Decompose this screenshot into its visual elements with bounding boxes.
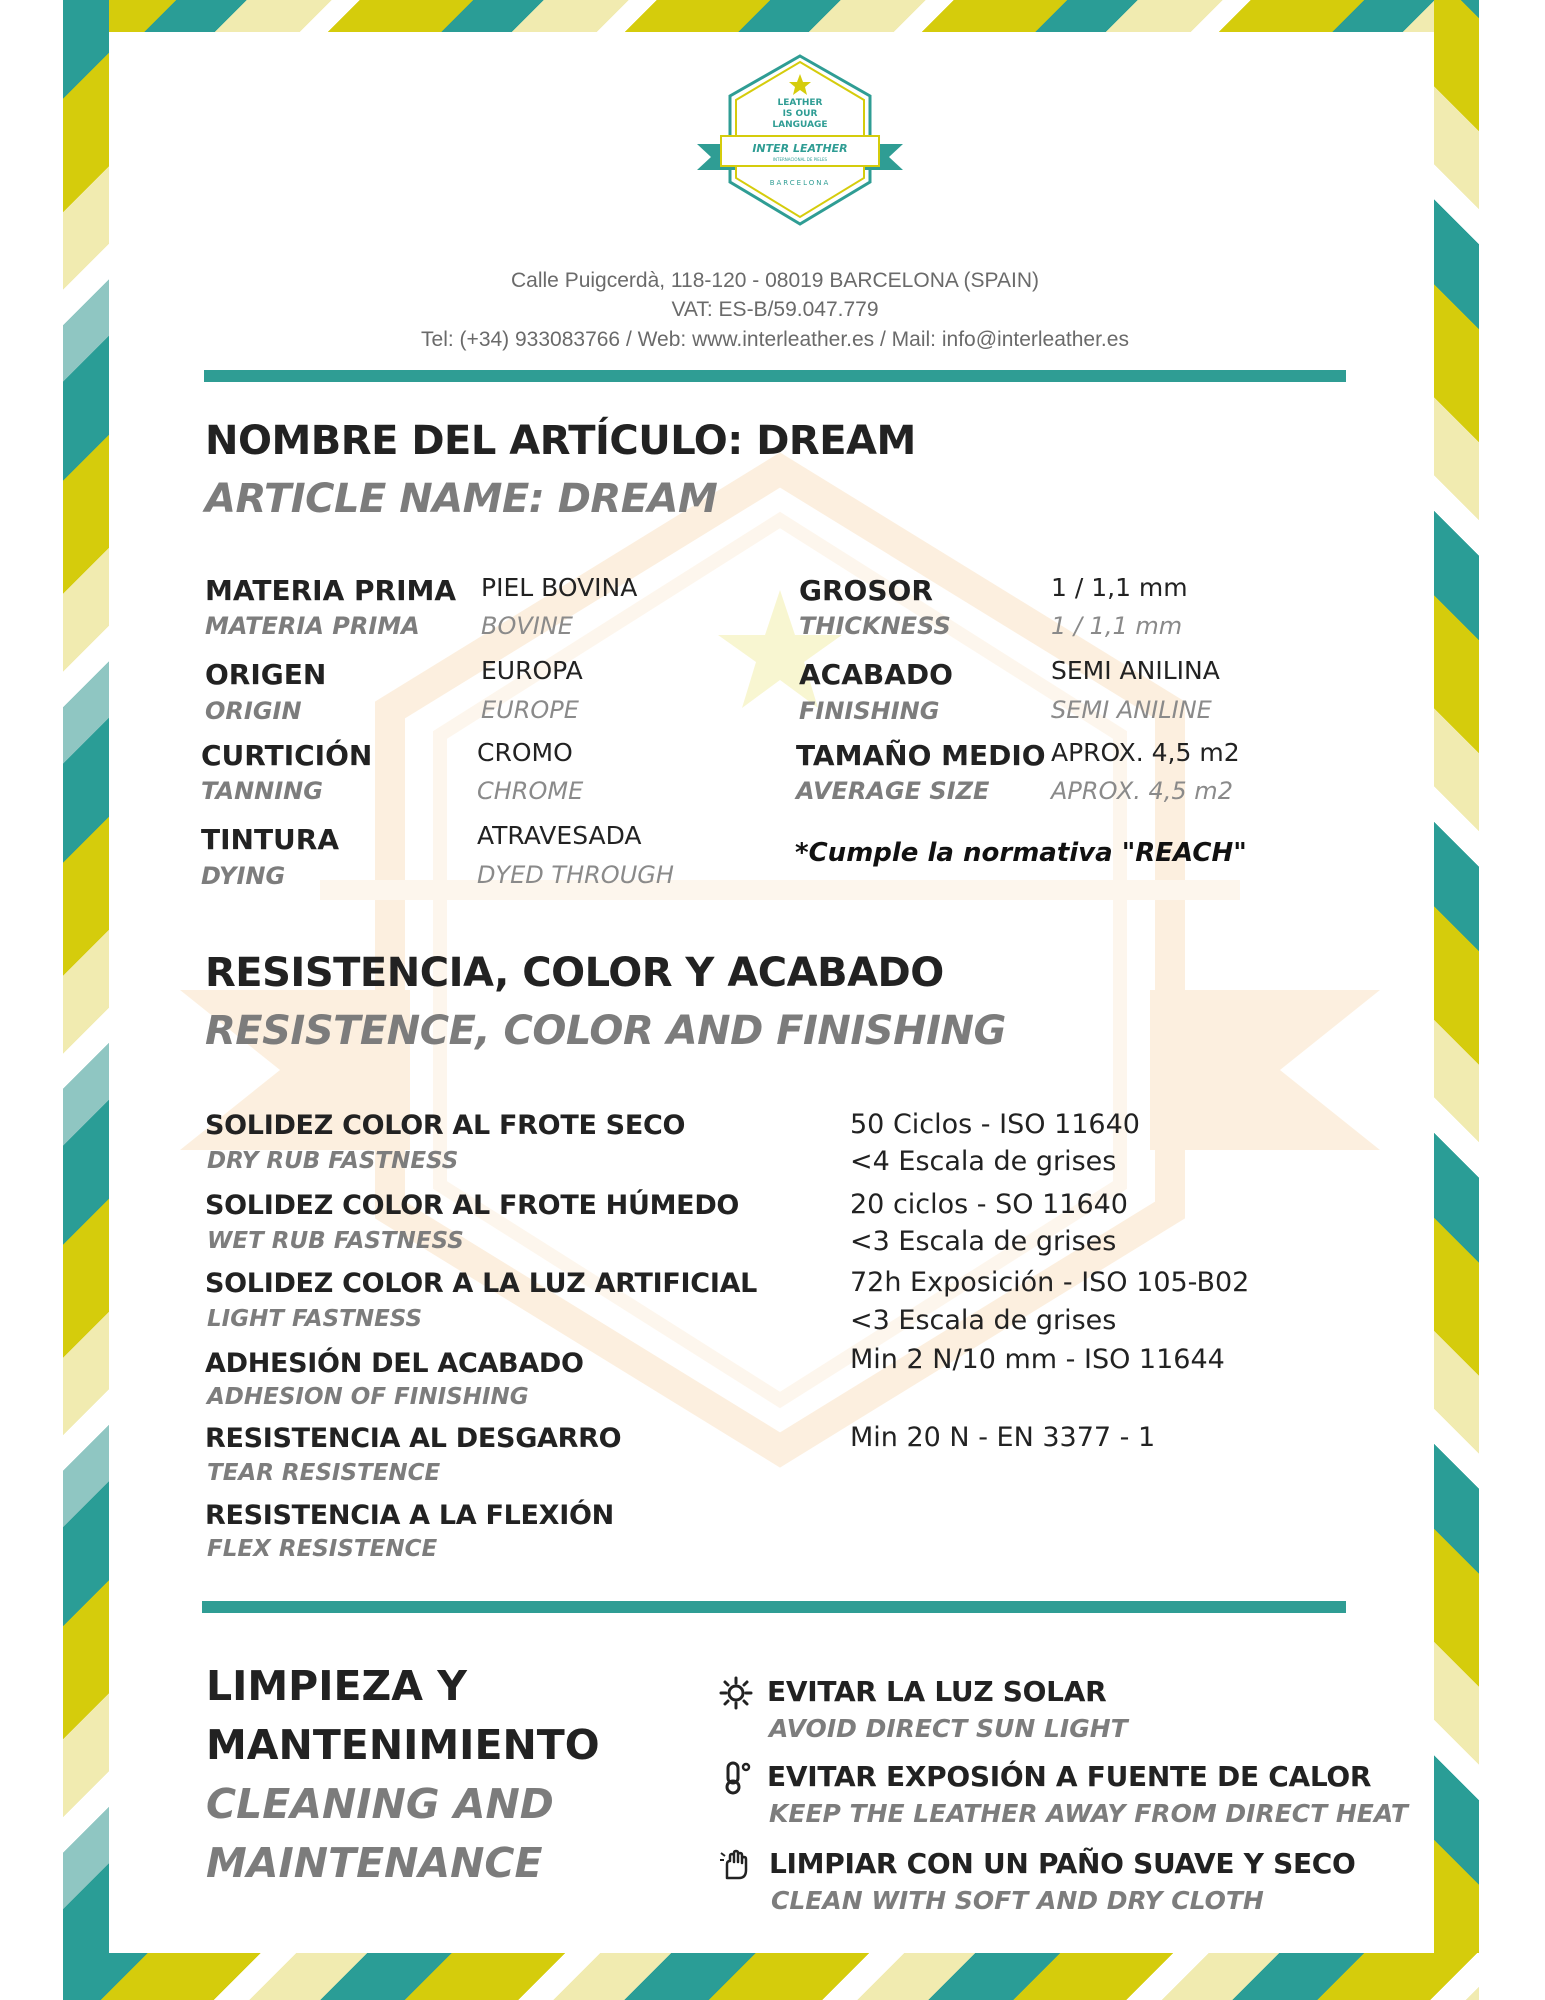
care-title-es-line2: MANTENIMIENTO: [206, 1721, 600, 1769]
care-title-es-line1: LIMPIEZA Y: [206, 1662, 467, 1710]
spec-label-en: THICKNESS: [799, 612, 951, 640]
resistance-label-es: SOLIDEZ COLOR A LA LUZ ARTIFICIAL: [205, 1268, 758, 1299]
resistance-label-en: DRY RUB FASTNESS: [207, 1148, 459, 1174]
resistance-label-es: ADHESIÓN DEL ACABADO: [205, 1348, 584, 1379]
resistance-label-en: ADHESION OF FINISHING: [207, 1384, 529, 1410]
spec-label-es: ORIGEN: [205, 658, 327, 691]
resistance-title-en: RESISTENCE, COLOR AND FINISHING: [205, 1008, 1006, 1054]
spec-value-en: APROX. 4,5 m2: [1051, 777, 1233, 805]
resistance-label-en: LIGHT FASTNESS: [207, 1306, 423, 1332]
decorative-border-right: [1434, 0, 1479, 1953]
spec-value-es: SEMI ANILINA: [1051, 656, 1220, 685]
spec-value-es: 1 / 1,1 mm: [1051, 573, 1188, 602]
resistance-value-secondary: <3 Escala de grises: [850, 1305, 1117, 1336]
care-title-en-line1: CLEANING AND: [206, 1780, 554, 1828]
spec-label-es: ACABADO: [799, 658, 953, 691]
spec-label-es: TINTURA: [201, 823, 340, 856]
spec-label-es: GROSOR: [799, 574, 933, 607]
spec-value-en: EUROPE: [481, 696, 579, 724]
sun-icon: [719, 1676, 753, 1710]
care-item-label-es: EVITAR EXPOSIÓN A FUENTE DE CALOR: [767, 1760, 1372, 1793]
resistance-label-es: RESISTENCIA AL DESGARRO: [205, 1423, 622, 1454]
spec-value-en: 1 / 1,1 mm: [1051, 612, 1183, 640]
spec-value-es: CROMO: [477, 738, 573, 767]
spec-value-es: APROX. 4,5 m2: [1051, 738, 1240, 767]
logo-brand-name: INTER LEATHER: [752, 142, 848, 155]
spec-label-en: FINISHING: [799, 697, 940, 725]
spec-label-es: CURTICIÓN: [201, 739, 373, 772]
resistance-label-es: SOLIDEZ COLOR AL FROTE HÚMEDO: [205, 1190, 740, 1221]
article-title-en: ARTICLE NAME: DREAM: [205, 476, 718, 522]
spec-value-es: ATRAVESADA: [477, 821, 642, 850]
spec-label-es: TAMAÑO MEDIO: [796, 739, 1046, 772]
care-item-label-en: CLEAN WITH SOFT AND DRY CLOTH: [771, 1886, 1264, 1915]
divider-top: [204, 370, 1346, 382]
resistance-label-en: WET RUB FASTNESS: [207, 1228, 464, 1254]
thermometer-icon: [719, 1761, 753, 1795]
spec-label-en: TANNING: [201, 777, 323, 805]
logo-text-line3: LANGUAGE: [772, 120, 828, 130]
decorative-border-left: [63, 0, 109, 1953]
article-title-es: NOMBRE DEL ARTÍCULO: DREAM: [205, 418, 916, 464]
spec-label-en: DYING: [201, 862, 286, 890]
decorative-border-top: [63, 0, 1479, 32]
logo-text-line2: IS OUR: [782, 109, 818, 119]
resistance-value: 50 Ciclos - ISO 11640: [850, 1109, 1140, 1140]
interleather-logo: [695, 52, 905, 232]
resistance-value: Min 20 N - EN 3377 - 1: [850, 1422, 1156, 1453]
resistance-label-es: SOLIDEZ COLOR AL FROTE SECO: [205, 1110, 686, 1141]
resistance-value: 20 ciclos - SO 11640: [850, 1189, 1128, 1220]
care-item-label-es: EVITAR LA LUZ SOLAR: [767, 1675, 1107, 1708]
resistance-value-secondary: <4 Escala de grises: [850, 1146, 1117, 1177]
resistance-title-es: RESISTENCIA, COLOR Y ACABADO: [205, 950, 944, 996]
logo-text-line1: LEATHER: [777, 98, 823, 108]
divider-bottom: [202, 1601, 1346, 1613]
spec-value-en: SEMI ANILINE: [1051, 696, 1212, 724]
resistance-value: Min 2 N/10 mm - ISO 11644: [850, 1344, 1225, 1375]
spec-value-en: DYED THROUGH: [477, 861, 674, 889]
care-title-en-line2: MAINTENANCE: [206, 1839, 543, 1887]
decorative-border-bottom: [63, 1953, 1479, 2000]
spec-value-es: EUROPA: [481, 656, 583, 685]
spec-value-en: CHROME: [477, 777, 584, 805]
care-item-label-es: LIMPIAR CON UN PAÑO SUAVE Y SECO: [769, 1847, 1356, 1880]
resistance-value-secondary: <3 Escala de grises: [850, 1226, 1117, 1257]
reach-compliance-note: *Cumple la normativa "REACH": [795, 838, 1247, 868]
contact-vat: VAT: ES-B/59.047.779: [671, 298, 879, 321]
logo-city: BARCELONA: [769, 179, 831, 187]
spec-label-en: ORIGIN: [205, 697, 302, 725]
logo-tagline: INTERNACIONAL DE PIELES: [772, 157, 828, 162]
contact-address: Calle Puigcerdà, 118-120 - 08019 BARCELONA (SPAIN): [511, 269, 1039, 292]
spec-label-en: AVERAGE SIZE: [796, 777, 990, 805]
care-item-label-en: KEEP THE LEATHER AWAY FROM DIRECT HEAT: [769, 1799, 1408, 1828]
hand-wipe-icon: [719, 1848, 753, 1882]
care-item-label-en: AVOID DIRECT SUN LIGHT: [769, 1714, 1128, 1743]
spec-label-es: MATERIA PRIMA: [205, 574, 457, 607]
spec-label-en: MATERIA PRIMA: [205, 612, 420, 640]
resistance-label-es: RESISTENCIA A LA FLEXIÓN: [205, 1500, 614, 1531]
contact-details: Tel: (+34) 933083766 / Web: www.interleather.es / Mail: info@interleather.es: [421, 328, 1129, 351]
resistance-label-en: FLEX RESISTENCE: [207, 1536, 438, 1562]
resistance-label-en: TEAR RESISTENCE: [207, 1460, 441, 1486]
spec-value-en: BOVINE: [481, 612, 573, 640]
resistance-value: 72h Exposición - ISO 105-B02: [850, 1267, 1250, 1298]
spec-value-es: PIEL BOVINA: [481, 573, 638, 602]
